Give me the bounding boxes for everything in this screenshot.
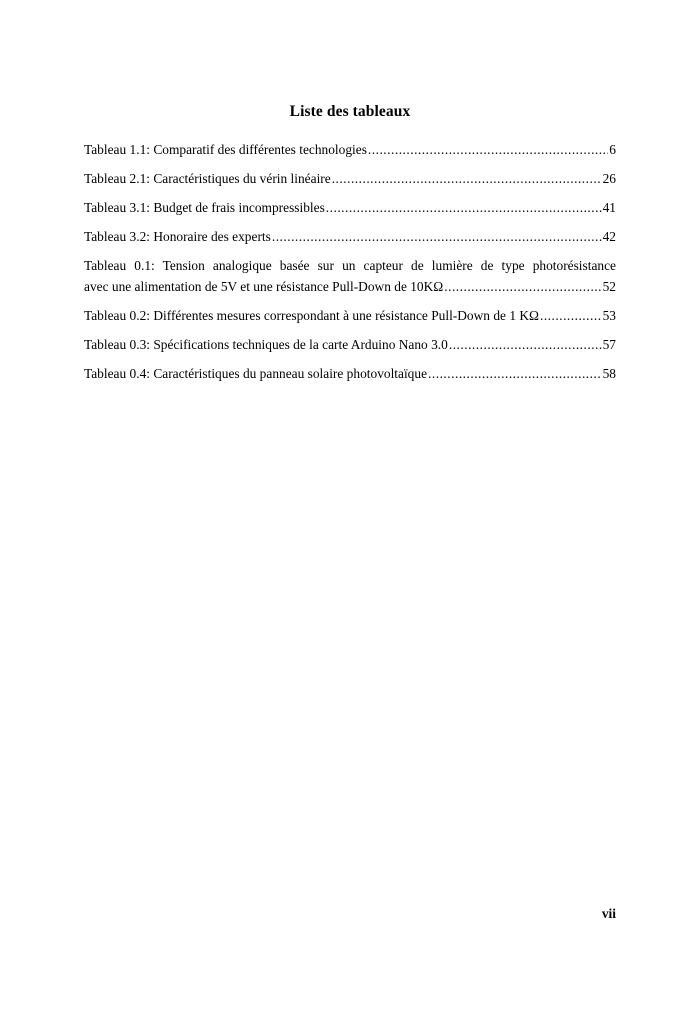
- entry-page-number: 57: [602, 337, 616, 352]
- entry-label: Tableau 0.2: Différentes mesures correspondant à une résistance Pull-Down de 1 KΩ: [84, 308, 539, 323]
- entry-page-number: 41: [602, 200, 616, 215]
- entry-page-number: 6: [609, 142, 616, 157]
- entry-label: Tableau 1.1: Comparatif des différentes technologies: [84, 142, 367, 157]
- entry-page-number: 53: [602, 308, 616, 323]
- dot-leader: [272, 226, 602, 247]
- entry-page-number: 52: [602, 279, 616, 294]
- dot-leader: [449, 334, 602, 355]
- entry-label-line-2: avec une alimentation de 5V et une résistance Pull-Down de 10KΩ: [84, 279, 444, 294]
- page-title: Liste des tableaux: [289, 103, 411, 120]
- entry-label: Tableau 2.1: Caractéristiques du vérin linéaire: [84, 171, 331, 186]
- entry-page-number: 42: [602, 229, 616, 244]
- list-item[interactable]: [84, 197, 616, 218]
- list-item[interactable]: [84, 334, 616, 355]
- dot-leader: [428, 363, 602, 384]
- entry-label: Tableau 3.1: Budget de frais incompressibles: [84, 200, 325, 215]
- entry-label: Tableau 0.3: Spécifications techniques de la carte Arduino Nano 3.0: [84, 337, 448, 352]
- list-item[interactable]: [84, 305, 616, 326]
- list-item[interactable]: [84, 255, 616, 297]
- entry-label: Tableau 3.2: Honoraire des experts: [84, 229, 271, 244]
- table-list: [84, 139, 616, 392]
- dot-leader: [326, 197, 602, 218]
- entry-page-number: 26: [602, 171, 616, 186]
- list-item[interactable]: [84, 226, 616, 247]
- list-item[interactable]: [84, 363, 616, 384]
- entry-label: Tableau 0.4: Caractéristiques du panneau solaire photovoltaïque: [84, 366, 428, 381]
- entry-label-line-1: Tableau 0.1: Tension analogique basée sur un capteur de lumière de type photorésistance: [84, 258, 616, 273]
- list-item[interactable]: [84, 139, 616, 160]
- dot-leader: [368, 139, 608, 160]
- dot-leader: [540, 305, 602, 326]
- dot-leader: [444, 276, 601, 297]
- list-item[interactable]: [84, 168, 616, 189]
- page-number: vii: [601, 906, 616, 921]
- dot-leader: [332, 168, 602, 189]
- entry-page-number: 58: [602, 366, 616, 381]
